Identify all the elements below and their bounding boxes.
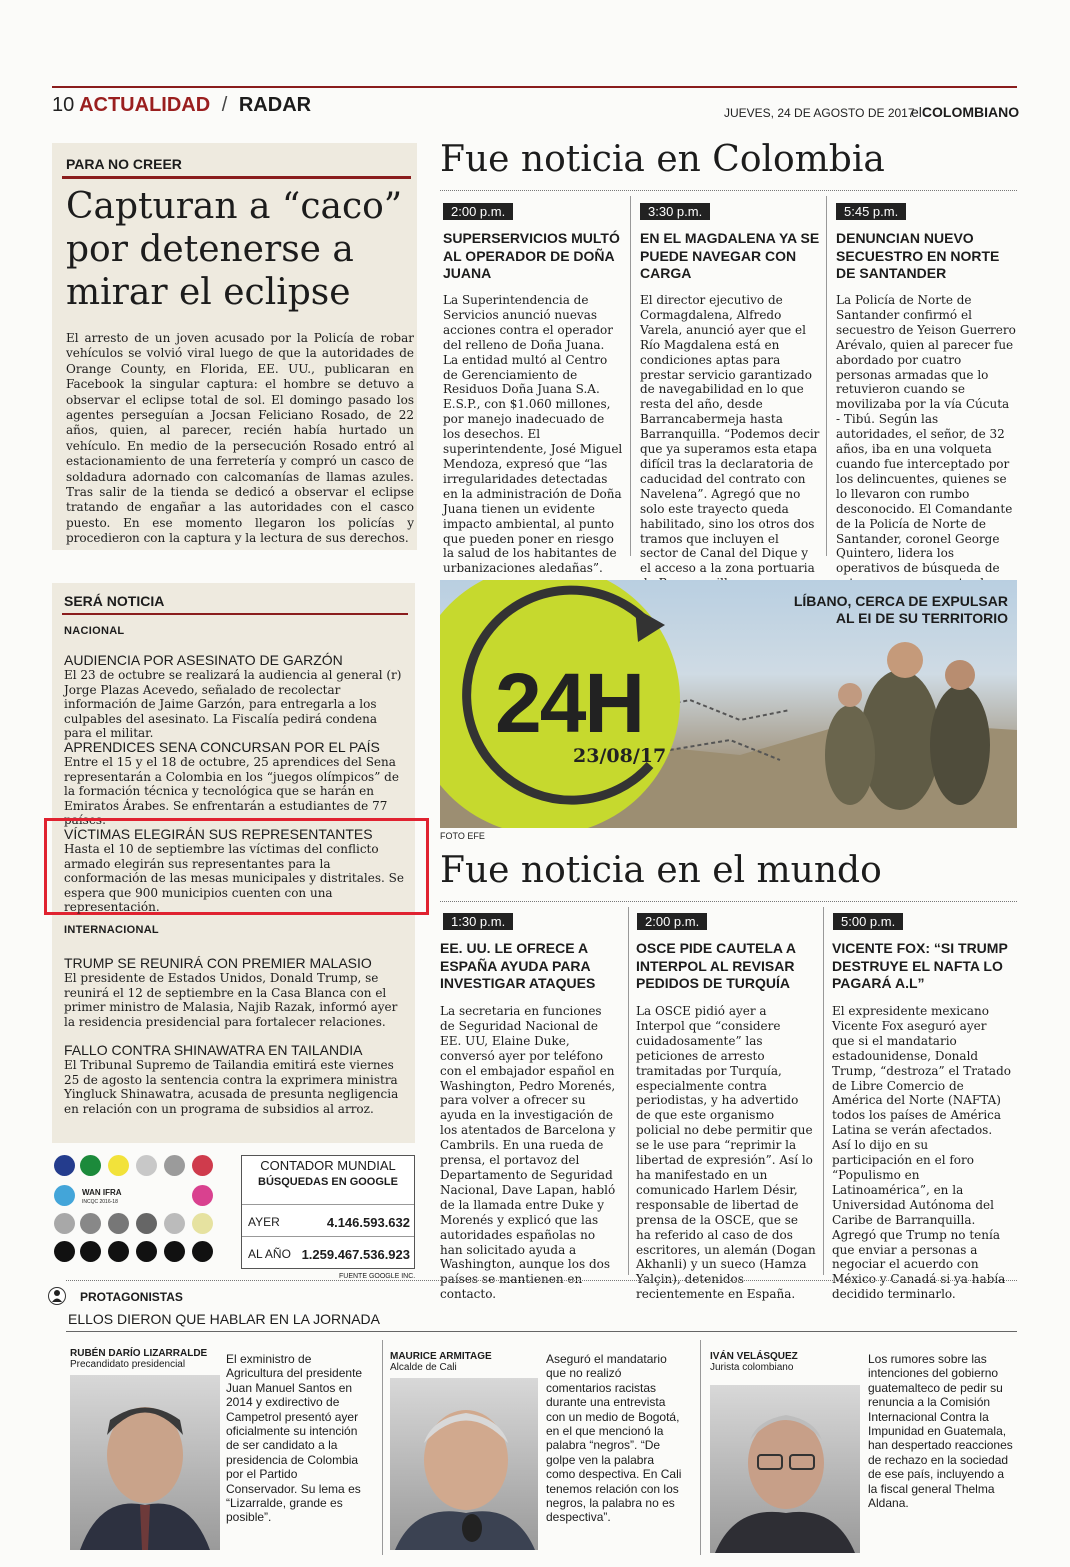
- person-name: IVÁN VELÁSQUEZ: [710, 1351, 798, 1362]
- photo-caption: LÍBANO, CERCA DE EXPULSAR AL EI DE SU TERRITORIO: [793, 593, 1008, 626]
- registration-dot: [80, 1213, 101, 1234]
- registration-dot: [136, 1241, 157, 1262]
- counter-subtitle: BÚSQUEDAS EN GOOGLE: [258, 1176, 398, 1188]
- agenda-body: El Tribunal Supremo de Tailandia emitirá este viernes 25 de agosto la sentencia contra la exprimera ministra Yingluck Shinawatra, acusada de presunta negligencia en relación con un programa de subsidios al arroz.: [64, 1058, 399, 1116]
- protagonistas-rule: [66, 1331, 1017, 1332]
- agenda-body: El 23 de octubre se realizará la audiencia al general (r) Jorge Plazas Acevedo, señalado de recolectar información de Jaime Garzón, para entregarla a los culpables del asesinato. La Fiscalía pedirá condena para el militar.: [64, 668, 402, 740]
- mundo-title-rule: [440, 901, 1017, 902]
- page-header: [52, 94, 311, 117]
- sera-noticia-title: SERÁ NOTICIA: [64, 593, 165, 609]
- kicker-rule: [62, 176, 411, 179]
- counter-ayer-value: 4.146.593.632: [326, 1215, 410, 1230]
- agenda-headline: TRUMP SE REUNIRÁ CON PREMIER MALASIO: [64, 955, 372, 971]
- color-registration-marks: [52, 1153, 232, 1270]
- brand-prefix: el: [911, 104, 922, 120]
- agenda-body: Hasta el 10 de septiembre las víctimas del conflicto armado elegirán sus representantes para la conformación de las mesas municipales y distritales. Se espera que 900 municipios cuenten con una representación.: [64, 842, 404, 914]
- counter-row-anio: [248, 1247, 410, 1261]
- person-role: Precandidato presidencial: [70, 1359, 186, 1370]
- time-badge: 5:45 p.m.: [836, 203, 906, 220]
- column-divider: [628, 907, 629, 1275]
- section-name: ACTUALIDAD: [79, 94, 211, 116]
- 24h-text: 24H: [495, 656, 644, 750]
- brand-logo: [911, 104, 1019, 120]
- time-badge: 2:00 p.m.: [637, 913, 707, 930]
- person-name: MAURICE ARMITAGE: [390, 1351, 492, 1362]
- agenda-headline: VÍCTIMAS ELEGIRÁN SUS REPRESENTANTES: [64, 826, 373, 842]
- registration-dot: [108, 1241, 129, 1262]
- section-rule: [66, 1280, 1017, 1281]
- registration-dot: [192, 1213, 213, 1234]
- mundo-section-title: Fue noticia en el mundo: [440, 850, 882, 891]
- para-no-creer-kicker: PARA NO CREER: [66, 156, 182, 172]
- person-portrait: [70, 1375, 220, 1550]
- time-badge: 2:00 p.m.: [443, 203, 513, 220]
- brand-name: COLOMBIANO: [921, 104, 1020, 120]
- registration-dot: [136, 1155, 157, 1176]
- counter-anio-value: 1.259.467.536.923: [301, 1247, 410, 1262]
- news-body: La Policía de Norte de Santander confirmó el secuestro de Yeison Guerrero Arévalo, quien al parecer fue abordado por cuatro personas armadas que lo retuvieron cuando se movilizaba por la vía Cúcuta - Tibú. Según las autoridades, el señor, de 32 años, iba en una volqueta cuando fue interceptado por los delincuentes, quienes se lo llevaron con rumbo desconocido. El Comandante de la Policía de Norte de Santander, coronel George Quintero, lidera los operativos de búsqueda de: [836, 293, 1016, 576]
- search-counter: [241, 1155, 415, 1269]
- registration-dot: [80, 1241, 101, 1262]
- counter-source: FUENTE GOOGLE INC.: [339, 1273, 416, 1280]
- column-divider: [382, 1340, 383, 1555]
- news-headline: EN EL MAGDALENA YA SE PUEDE NAVEGAR CON CARGA: [640, 230, 820, 281]
- time-badge: 3:30 p.m.: [640, 203, 710, 220]
- registration-dot: [164, 1213, 185, 1234]
- news-body: La OSCE pidió ayer a Interpol que “considere cuidadosamente” las peticiones de arresto tramitadas por Turquía, especialmente contra periodistas, y ha advertido de que este organismo policial no debe permitir que se le use para “reprimir la libertad de expresión”. Así lo ha manifestado en un comunicado Harlem Désir, responsable de libertad de prensa de la OSCE, que se ha referido al caso de dos escritores, un alemán (Dogan Akhanli) y un sueco (Hamza Yalçin), detenidos recientemente en España.: [636, 1004, 816, 1302]
- internacional-label: INTERNACIONAL: [64, 924, 159, 936]
- counter-ayer-label: AYER: [248, 1215, 280, 1229]
- time-badge: 1:30 p.m.: [443, 913, 513, 930]
- registration-dot: [108, 1155, 129, 1176]
- registration-dot: [54, 1155, 75, 1176]
- para-no-creer-body: El arresto de un joven acusado por la Policía de robar vehículos se volvió viral luego de que la autoridades de Orange County, en Florida, EE. UU., publicaran en Facebook la singular captura: el hombre se detuvo a observar el eclipse total de sol. El domingo pasado los agentes perseguían a Jocsan Feliciano Rosado, de 22 años, quien, al parecer, recién había hurtado un vehículo. En medio de la persecución Rosado entró al estacionamiento de una ferretería y compró un casco de soldadura adornado con calcomanías de llamas azules. Tras salir de la tienda se dedicó a observar el eclipse tratando de engañar a las autoridades con el casco puesto. En ese momento llegaron los policías y procedieron con la captura y la lectura de sus derechos.: [66, 331, 414, 546]
- person-icon: [48, 1287, 66, 1305]
- agenda-body: Entre el 15 y el 18 de octubre, 25 aprendices del Sena representarán a Colombia en los “juegos olímpicos” de la formación técnica y tecnológica que se harán en Emiratos Árabes. Se enfrentarán a estudiantes de 77 países.: [64, 755, 399, 827]
- registration-dot: [192, 1155, 213, 1176]
- para-no-creer-title: Capturan a “caco” por detenerse a mirar el eclipse: [66, 186, 403, 313]
- counter-divider: [242, 1236, 414, 1237]
- registration-dot: [192, 1241, 213, 1262]
- protagonistas-label: PROTAGONISTAS: [80, 1290, 183, 1304]
- agenda-headline: AUDIENCIA POR ASESINATO DE GARZÓN: [64, 652, 343, 668]
- person-portrait: [710, 1385, 860, 1553]
- subsection-name: RADAR: [238, 94, 312, 116]
- registration-dot: [192, 1185, 213, 1206]
- counter-anio-label: AL AÑO: [248, 1247, 291, 1261]
- nacional-label: NACIONAL: [64, 625, 125, 637]
- news-headline: SUPERSERVICIOS MULTÓ AL OPERADOR DE DOÑA JUANA: [443, 230, 620, 281]
- agenda-headline: FALLO CONTRA SHINAWATRA EN TAILANDIA: [64, 1042, 363, 1058]
- person-name: RUBÉN DARÍO LIZARRALDE: [70, 1348, 208, 1359]
- wan-ifra-subtext: INCQC 2016-18: [82, 1199, 118, 1205]
- person-role: Jurista colombiano: [710, 1362, 794, 1373]
- wan-ifra-logo: WAN IFRA: [82, 1188, 122, 1197]
- news-body: La Superintendencia de Servicios anunció nuevas acciones contra el operador del relleno de Doña Juana. La entidad multó al Centro de Gerenciamiento de Residuos Doña Juana S.A. E.S.P., con $1.060 millones, por manejo inadecuado de los desechos. El superintendente, José Miguel Mendoza, expresó que “las irregularidades detectadas en la administración de Doña Juana tienen un evidente impacto ambiental, al punto que pueden poner en riesgo la salud de los habitantes de urbanizaciones aledañas”.: [443, 293, 623, 576]
- person-text: Los rumores sobre las intenciones del gobierno guatemalteco de pedir su renuncia a la Comisión Internacional Contra la Impunidad en Guatemala, han despertado reacciones de rechazo en la sociedad de ese país, incluyendo a la fiscal general Thelma Aldana.: [868, 1352, 1013, 1511]
- counter-divider: [242, 1204, 414, 1205]
- colombia-title-rule: [440, 190, 1017, 191]
- page-number: 10: [52, 94, 75, 116]
- issue-date: JUEVES, 24 DE AGOSTO DE 2017: [724, 106, 915, 120]
- person-role: Alcalde de Cali: [390, 1362, 457, 1373]
- person-glyph: [49, 1288, 65, 1304]
- person-text: Aseguró el mandatario que no realizó comentarios racistas durante una entrevista con un medio de Bogotá, en el que mencionó la palabra “negros”. “De golpe ven la palabra como despectiva. En Cali tenemos relación con los negros, la palabra no es despectiva”.: [546, 1352, 682, 1525]
- column-divider: [700, 1340, 701, 1555]
- portrait-illustration: [70, 1375, 220, 1550]
- agenda-headline: APRENDICES SENA CONCURSAN POR EL PAÍS: [64, 739, 380, 755]
- registration-dot: [136, 1213, 157, 1234]
- photo-credit: FOTO EFE: [440, 831, 485, 841]
- registration-dot: [108, 1213, 129, 1234]
- 24h-date: 23/08/17: [573, 745, 667, 767]
- registration-dot: [164, 1241, 185, 1262]
- news-headline: VICENTE FOX: “SI TRUMP DESTRUYE EL NAFTA LO PAGARÁ A.L”: [832, 940, 1008, 991]
- sera-noticia-rule: [62, 613, 408, 615]
- counter-title: CONTADOR MUNDIAL: [260, 1158, 396, 1173]
- portrait-illustration: [390, 1378, 538, 1550]
- news-headline: OSCE PIDE CAUTELA A INTERPOL AL REVISAR PEDIDOS DE TURQUÍA: [636, 940, 796, 991]
- column-divider: [630, 196, 631, 556]
- agenda-body: El presidente de Estados Unidos, Donald Trump, se reunirá el 12 de septiembre en la Casa Blanca con el primer ministro de Malasia, Najib Razak, informó ayer la residencia presidencial para fortalecer relaciones.: [64, 971, 398, 1029]
- column-divider: [826, 196, 827, 556]
- registration-dot: [54, 1185, 75, 1206]
- registration-dot: [80, 1155, 101, 1176]
- registration-dot: [54, 1213, 75, 1234]
- column-divider: [823, 907, 824, 1275]
- news-body: El director ejecutivo de Cormagdalena, Alfredo Varela, anunció ayer que el Río Magdalena está en condiciones aptas para prestar servicio garantizado de navegabilidad en lo que resta del año, desde Barrancabermeja hasta Barranquilla. “Podemos decir que ya superamos esta etapa difícil tras la declaratoria de caducidad del contrato con Navelena”. Agregó que no solo este trayecto queda habilitado, sino los otros dos tramos que incluyen el sector de Canal del Dique y el acceso a la zona portuaria: [640, 293, 820, 576]
- section-separator: /: [221, 94, 228, 116]
- counter-row-ayer: [248, 1215, 410, 1229]
- colombia-section-title: Fue noticia en Colombia: [440, 139, 885, 180]
- person-text: El exministro de Agricultura del presidente Juan Manuel Santos en 2014 y exdirectivo de Campetrol presentó ayer oficialmente su intención de ser candidato a la presidencia de Colombia por el Partido Conservador. Su lema es “Lizarralde, grande es posible”.: [226, 1352, 363, 1525]
- news-body: La secretaria en funciones de Seguridad Nacional de EE. UU, Elaine Duke, conversó ayer por teléfono con el embajador español en Washington, Pedro Morenés, para volver a ofrecer su ayuda en la investigación de los atentados de Barcelona y Cambrils. En una rueda de prensa, el portavoz del Departamento de Seguridad Nacional, Dave Lapan, habló de la llamada entre Duke y Morenés y explicó que las autoridades españolas no han solicitado ayuda a Washington, aunque los dos países se mantienen en contacto.: [440, 1004, 616, 1302]
- header-rule: [52, 86, 1017, 88]
- registration-dot: [54, 1241, 75, 1262]
- news-headline: EE. UU. LE OFRECE A ESPAÑA AYUDA PARA INVESTIGAR ATAQUES: [440, 940, 596, 991]
- news-headline: DENUNCIAN NUEVO SECUESTRO EN NORTE DE SANTANDER: [836, 230, 1000, 281]
- person-portrait: [390, 1378, 538, 1550]
- time-badge: 5:00 p.m.: [833, 913, 903, 930]
- protagonistas-subtitle: ELLOS DIERON QUE HABLAR EN LA JORNADA: [68, 1311, 380, 1327]
- news-body: El expresidente mexicano Vicente Fox aseguró ayer que si el mandatario estadounidense, Donald Trump, “destroza” el Tratado de Libre Comercio de América del Norte (NAFTA) todos los países de América Latina se verán afectados. Así lo dijo en su participación en el foro “Populismo en Latinoamérica”, en la Universidad Autónoma del Caribe de Barranquilla. Agregó que Trump no tenía que enviar a personas a negociar el acuerdo con México y Canadá si ya había decidido terminarlo.: [832, 1004, 1011, 1302]
- portrait-illustration: [710, 1385, 860, 1553]
- registration-dot: [164, 1155, 185, 1176]
